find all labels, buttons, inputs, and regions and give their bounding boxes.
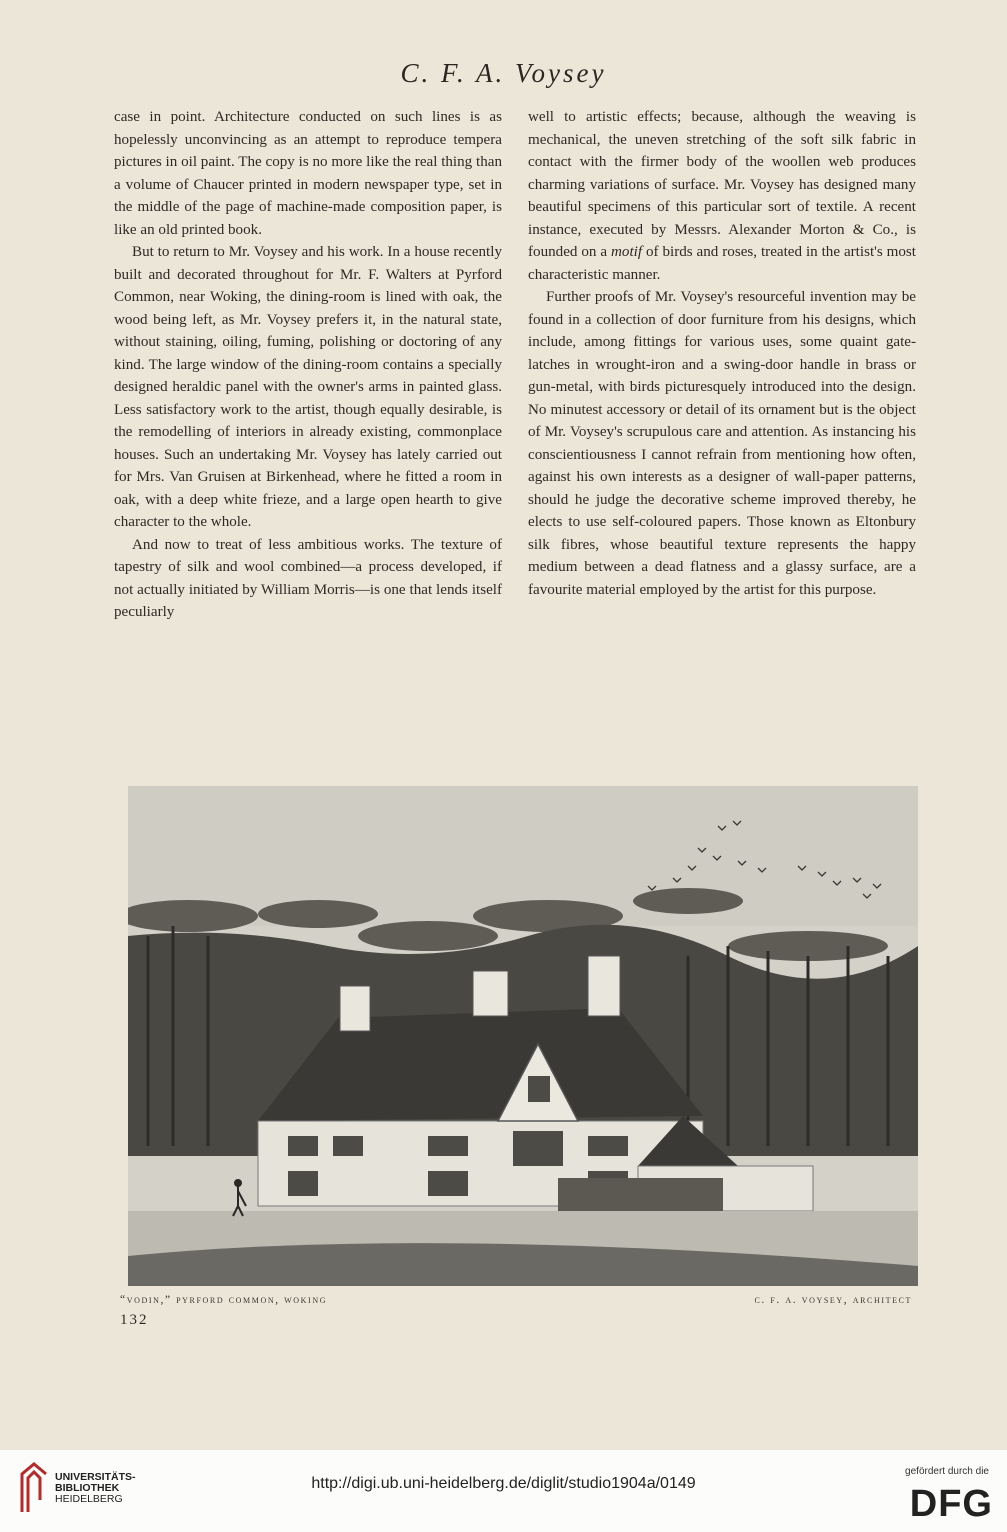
left-paragraph-1: case in point. Architecture conducted on such lines is as hopelessly unconvincing as an attempt to reproduce tempera pictures in oil paint. The copy is no more like the real thing than a volume of Chaucer printed in modern newspaper type, set in the middle of the page of machine-made composition paper, is like an old printed book. bbox=[114, 109, 502, 238]
page-number: 132 bbox=[120, 1312, 149, 1328]
permalink-url[interactable]: http://digi.ub.uni-heidelberg.de/diglit/studio1904a/0149 bbox=[311, 1475, 696, 1492]
plate-caption-architect: c. f. a. voysey, architect bbox=[754, 1294, 912, 1306]
left-paragraph-3: And now to treat of less ambitious works. The texture of tapestry of silk and wool combined—a process developed, if not actually initiated by William Morris—is one that lends itself peculiarly bbox=[114, 536, 502, 620]
funded-by-label: gefördert durch die bbox=[905, 1466, 989, 1477]
library-line-1: UNIVERSITÄTS- bbox=[55, 1471, 136, 1483]
left-paragraph-2: But to return to Mr. Voysey and his work. In a house recently built and decorated throughout for Mr. F. Walters at Pyrford Common, near Woking, the dining-room is lined with oak, the wood being left, as Mr. Voysey prefers it, in the natural state, without staining, oiling, fuming, polishing or doctoring of any kind. The large window of the dining-room contains a specially designed heraldic panel with the owner's arms in painted glass. Less satisfactory work to the artist, though equally desirable, is the remodelling of interiors in already existing, commonplace houses. Such an undertaking Mr. Voysey has lately carried out for Mrs. Van Gruisen at Birkenhead, where he fitted a room in oak, with a deep white frieze, and a large open hearth to give character to the whole. bbox=[114, 244, 502, 530]
right-paragraph-1-b: of birds and roses, treated in the artist's most characteristic manner. bbox=[528, 244, 916, 283]
running-head: C. F. A. Voysey bbox=[400, 58, 607, 88]
dfg-logo: DFG bbox=[909, 1483, 993, 1525]
motif-italic: motif bbox=[611, 244, 643, 260]
right-paragraph-2: Further proofs of Mr. Voysey's resourceful invention may be found in a collection of door furniture from his designs, which include, among fittings for various uses, some quaint gate-latches in wrought-iron and a swing-door handle in brass or gun-metal, with birds picturesquely introduced into the design. No minutest accessory or detail of its ornament but is the object of Mr. Voysey's scrupulous care and attention. As instancing his conscientiousness I cannot refrain from mentioning how often, against his own interests as a designer of wall-paper patterns, should he judge the decorative scheme improved thereby, he elects to use self-coloured papers. Those known as Eltonbury silk fibres, whose beautiful texture represents the happy medium between a dead flatness and a glassy surface, are a favourite material employed by the artist for this purpose. bbox=[528, 289, 916, 598]
right-paragraph-1 bbox=[528, 106, 916, 286]
library-line-3: HEIDELBERG bbox=[55, 1493, 123, 1505]
library-line-2: BIBLIOTHEK bbox=[55, 1482, 120, 1494]
right-paragraph-1-a: well to artistic effects; because, although the weaving is mechanical, the uneven stretching of the soft silk fabric in contact with the firmer body of the woollen web produces charming variations of surface. Mr. Voysey has designed many beautiful specimens of this particular sort of textile. A recent instance, executed by Messrs. Alexander Morton & Co., is founded on a bbox=[528, 109, 916, 260]
left-text-column bbox=[114, 106, 502, 624]
plate-caption-title: “vodin,” pyrford common, woking bbox=[120, 1294, 328, 1306]
house-illustration bbox=[128, 786, 918, 1286]
right-text-column bbox=[528, 106, 916, 601]
house-drawing bbox=[128, 786, 918, 1286]
